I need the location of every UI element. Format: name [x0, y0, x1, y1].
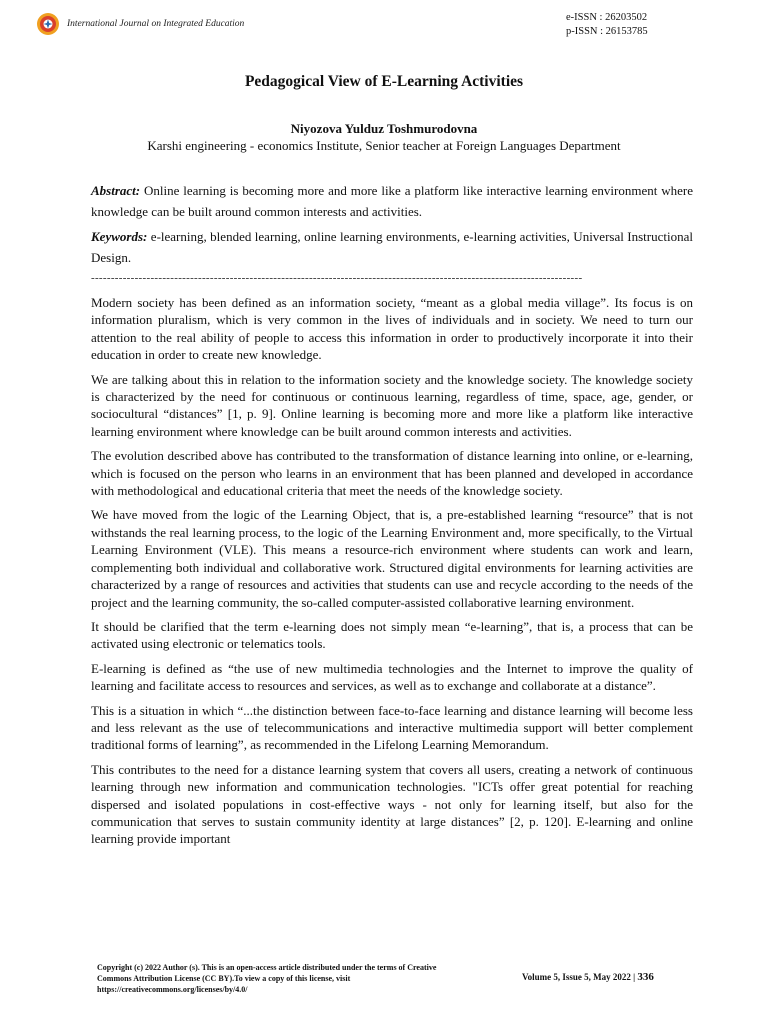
- abstract: [91, 180, 693, 222]
- pissn: p-ISSN : 26153785: [566, 26, 648, 37]
- abstract-text: Online learning is becoming more and more like a platform like interactive learning environment where knowledge can be built around common interests and activities.: [91, 183, 693, 219]
- article-body: [91, 294, 693, 855]
- body-paragraph: We have moved from the logic of the Learning Object, that is, a pre-established learning “resource” that is not withstands the real learning process, to the logic of the Learning Environment and, more specifically, to the Virtual Learning Environment (VLE). This means a resource-rich environment where students can work and learn, complementing both individual and collaborative work. Structured digital environments for learning activities are characterized by a range of resources and activities that students can use and recycle according to the needs of the project and the learning community, the so-called computer-assisted collaborative learning environment.: [91, 507, 693, 610]
- body-paragraph: We are talking about this in relation to the information society and the knowledge society. The knowledge society is characterized by the need for continuous or continuous learning, regardless of time, space, age, gender, or sociocultural “distances” [1, p. 9]. Online learning is becoming more and more like a platform like interactive learning environment where knowledge can be built around common interests and activities.: [91, 371, 693, 439]
- journal-name: International Journal on Integrated Education: [67, 19, 245, 29]
- volume-info: [522, 971, 654, 983]
- copyright-notice: Copyright (c) 2022 Author (s). This is an open-access article distributed under the terms of Creative Commons Attribution License (CC BY).To view a copy of this license, visit https://creativecommons.org/licenses/by/4.0/: [97, 963, 437, 994]
- abstract-label: Abstract:: [91, 183, 141, 198]
- body-paragraph: This is a situation in which “...the distinction between face-to-face learning and distance learning will become less and less relevant as the use of telecommunications and interactive multimedia support will better complement traditional forms of learning”, as recommended in the Lifelong Learning Memorandum.: [91, 702, 693, 753]
- page-number: 336: [637, 971, 654, 983]
- section-divider: ----------------------------------------------------------------------------------------------------------------------------: [91, 272, 583, 284]
- body-paragraph: This contributes to the need for a distance learning system that covers all users, creating a network of continuous learning through new information and communication technologies. "ICTs offer great potential for reaching dispersed and isolated populations in cost-effective ways - not only for learning itself, but also for the communication that serves to sustain community identity at large distances” [2, p. 120]. E-learning and online learning provide important: [91, 761, 693, 847]
- journal-logo-icon: [36, 12, 60, 36]
- author-name: Niyozova Yulduz Toshmurodovna: [290, 121, 478, 136]
- body-paragraph: Modern society has been defined as an information society, “meant as a global media village”. Its focus is on information pluralism, which is very common in the lives of individuals and in society. We need to turn our attention to the real ability of people to access this information in order to productively incorporate it into their education in order to create new knowledge.: [91, 295, 693, 363]
- keywords-label: Keywords:: [91, 229, 148, 244]
- keywords: [91, 226, 693, 268]
- author-affiliation: Karshi engineering - economics Institute, Senior teacher at Foreign Languages Department: [147, 138, 621, 153]
- body-paragraph: E-learning is defined as “the use of new multimedia technologies and the Internet to improve the quality of learning and facilitate access to resources and services, as well as to exchange and collaborate at a distance”.: [91, 660, 693, 694]
- page-header: [0, 0, 768, 50]
- eissn: e-ISSN : 26203502: [566, 12, 648, 23]
- body-paragraph: It should be clarified that the term e-learning does not simply mean “e-learning”, that is, a process that can be activated using electronic or telematics tools.: [91, 618, 693, 652]
- article-title: Pedagogical View of E-Learning Activities: [244, 73, 524, 90]
- keywords-text: e-learning, blended learning, online learning environments, e-learning activities, Universal Instructional Design.: [91, 229, 693, 265]
- issn-block: [566, 11, 648, 39]
- body-paragraph: The evolution described above has contributed to the transformation of distance learning into online, or e-learning, which is focused on the person who learns in an environment that has been planned and developed in accordance with methodological and educational criteria that meet the needs of the knowledge society.: [91, 448, 693, 499]
- volume-text: Volume 5, Issue 5, May 2022 |: [522, 972, 638, 982]
